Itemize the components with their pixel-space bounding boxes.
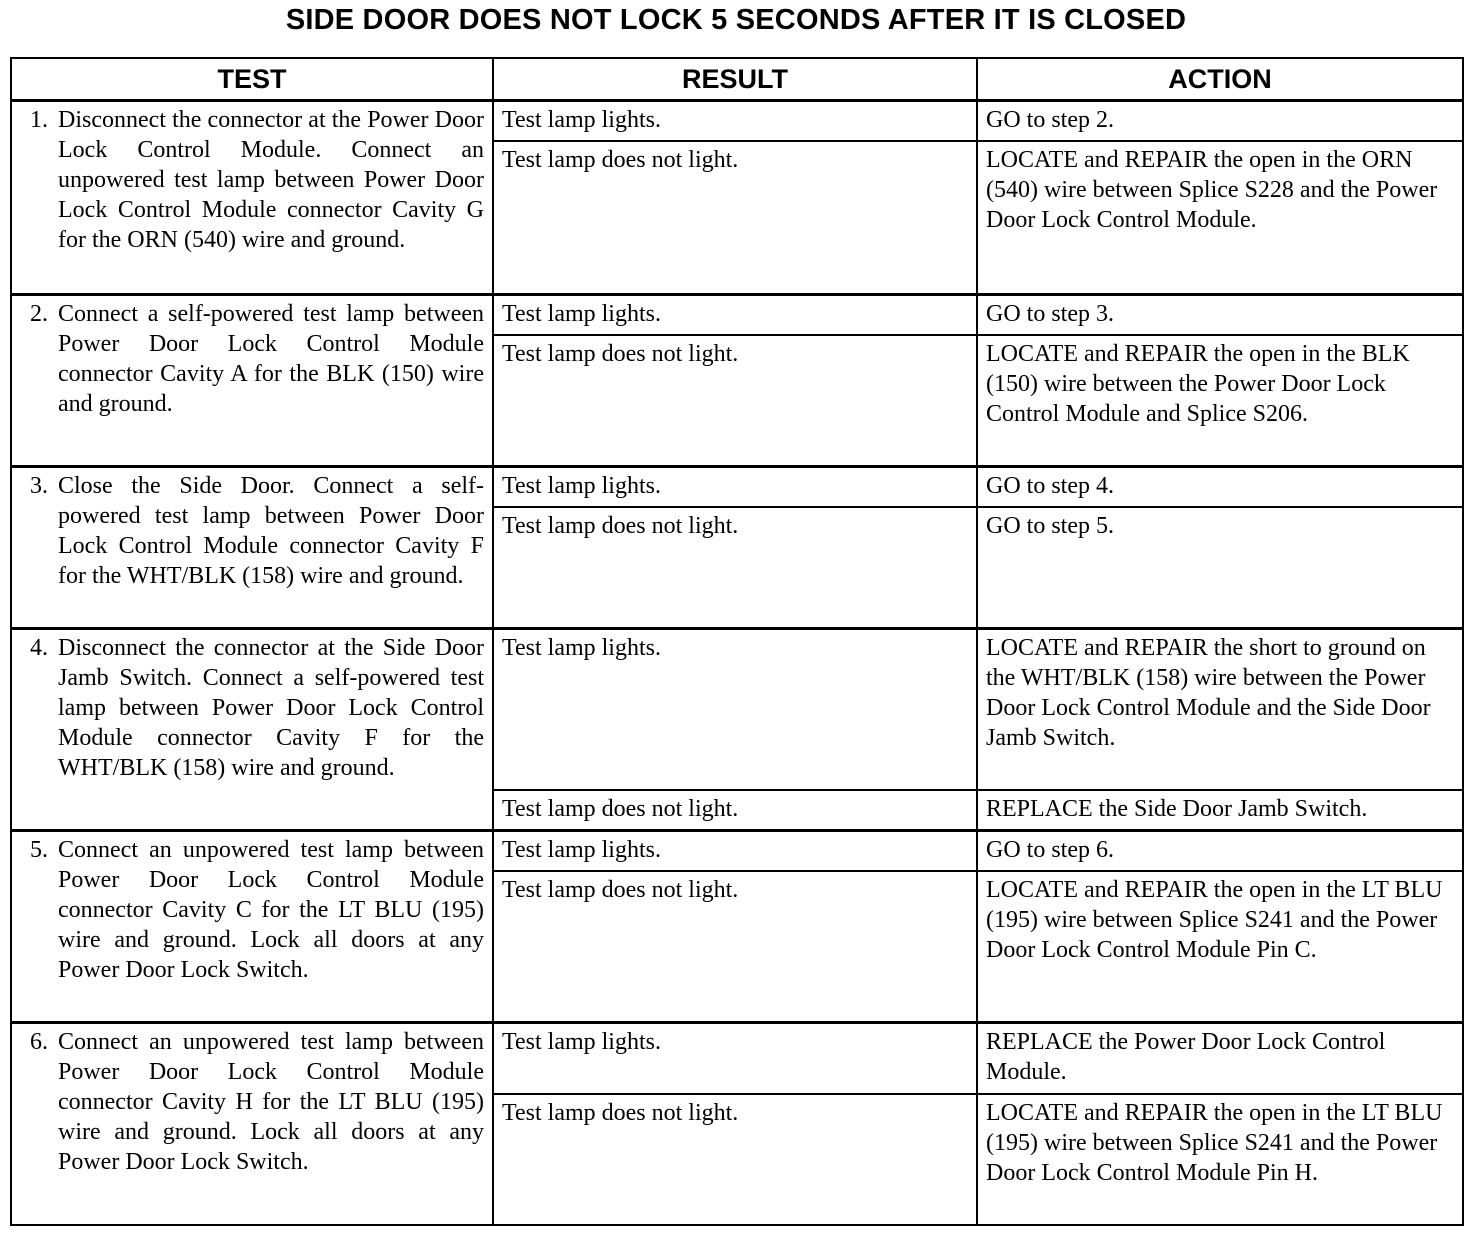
result-cell: Test lamp does not light. [493,1094,977,1225]
test-cell-step-6 [11,1023,493,1226]
action-cell: GO to step 4. [977,467,1463,508]
action-cell: LOCATE and REPAIR the open in the ORN (540) wire between Splice S228 and the Power Door Lock Control Module. [977,141,1463,295]
test-instruction: Connect an unpowered test lamp between Power Door Lock Control Module connector Cavity C for the LT BLU (195) wire and ground. Lock all doors at any Power Door Lock Switch. [58,837,484,983]
step-number: 6. [30,1029,48,1055]
action-cell: LOCATE and REPAIR the short to ground on the WHT/BLK (158) wire between the Power Door Lock Control Module and the Side Door Jamb Switch. [977,629,1463,791]
step-number: 1. [30,107,48,133]
action-cell: GO to step 6. [977,831,1463,872]
action-cell: LOCATE and REPAIR the open in the LT BLU (195) wire between Splice S241 and the Power Door Lock Control Module Pin H. [977,1094,1463,1225]
action-cell: GO to step 2. [977,101,1463,142]
table-row [11,1023,1463,1095]
table-row [11,831,1463,872]
action-cell: LOCATE and REPAIR the open in the LT BLU (195) wire between Splice S241 and the Power Door Lock Control Module Pin C. [977,871,1463,1023]
test-instruction: Disconnect the connector at the Side Door Jamb Switch. Connect a self-powered test lamp between Power Door Lock Control Module connector Cavity F for the WHT/BLK (158) wire and ground. [58,635,484,781]
header-result: RESULT [493,58,977,101]
step-number: 5. [30,837,48,863]
action-cell: LOCATE and REPAIR the open in the BLK (150) wire between the Power Door Lock Control Module and Splice S206. [977,335,1463,467]
test-cell-step-3 [11,467,493,629]
result-cell: Test lamp lights. [493,467,977,508]
test-cell-step-5 [11,831,493,1023]
test-cell-step-4 [11,629,493,831]
page-title: SIDE DOOR DOES NOT LOCK 5 SECONDS AFTER IT IS CLOSED [285,4,1187,36]
action-cell: REPLACE the Side Door Jamb Switch. [977,790,1463,831]
test-cell-step-2 [11,295,493,467]
result-cell: Test lamp does not light. [493,335,977,467]
result-cell: Test lamp lights. [493,295,977,336]
result-cell: Test lamp does not light. [493,141,977,295]
header-test: TEST [11,58,493,101]
test-instruction: Connect an unpowered test lamp between Power Door Lock Control Module connector Cavity H for the LT BLU (195) wire and ground. Lock all doors at any Power Door Lock Switch. [58,1029,484,1175]
action-cell: GO to step 5. [977,507,1463,629]
action-cell: REPLACE the Power Door Lock Control Module. [977,1023,1463,1095]
result-cell: Test lamp does not light. [493,871,977,1023]
result-cell: Test lamp lights. [493,831,977,872]
table-row [11,101,1463,142]
table-row [11,295,1463,336]
test-instruction: Connect a self-powered test lamp between Power Door Lock Control Module connector Cavity A for the BLK (150) wire and ground. [58,301,484,417]
action-cell: GO to step 3. [977,295,1463,336]
step-number: 2. [30,301,48,327]
header-row [11,58,1463,101]
result-cell: Test lamp does not light. [493,507,977,629]
result-cell: Test lamp does not light. [493,790,977,831]
test-instruction: Disconnect the connector at the Power Door Lock Control Module. Connect an unpowered test lamp between Power Door Lock Control Module connector Cavity G for the ORN (540) wire and ground. [58,107,484,253]
step-number: 3. [30,473,48,499]
result-cell: Test lamp lights. [493,101,977,142]
test-cell-step-1 [11,101,493,295]
result-cell: Test lamp lights. [493,1023,977,1095]
table-row [11,629,1463,791]
header-action: ACTION [977,58,1463,101]
test-instruction: Close the Side Door. Connect a self-powered test lamp between Power Door Lock Control Module connector Cavity F for the WHT/BLK (158) wire and ground. [58,473,484,589]
result-cell: Test lamp lights. [493,629,977,791]
diagnostic-table [10,57,1464,1226]
table-row [11,467,1463,508]
step-number: 4. [30,635,48,661]
